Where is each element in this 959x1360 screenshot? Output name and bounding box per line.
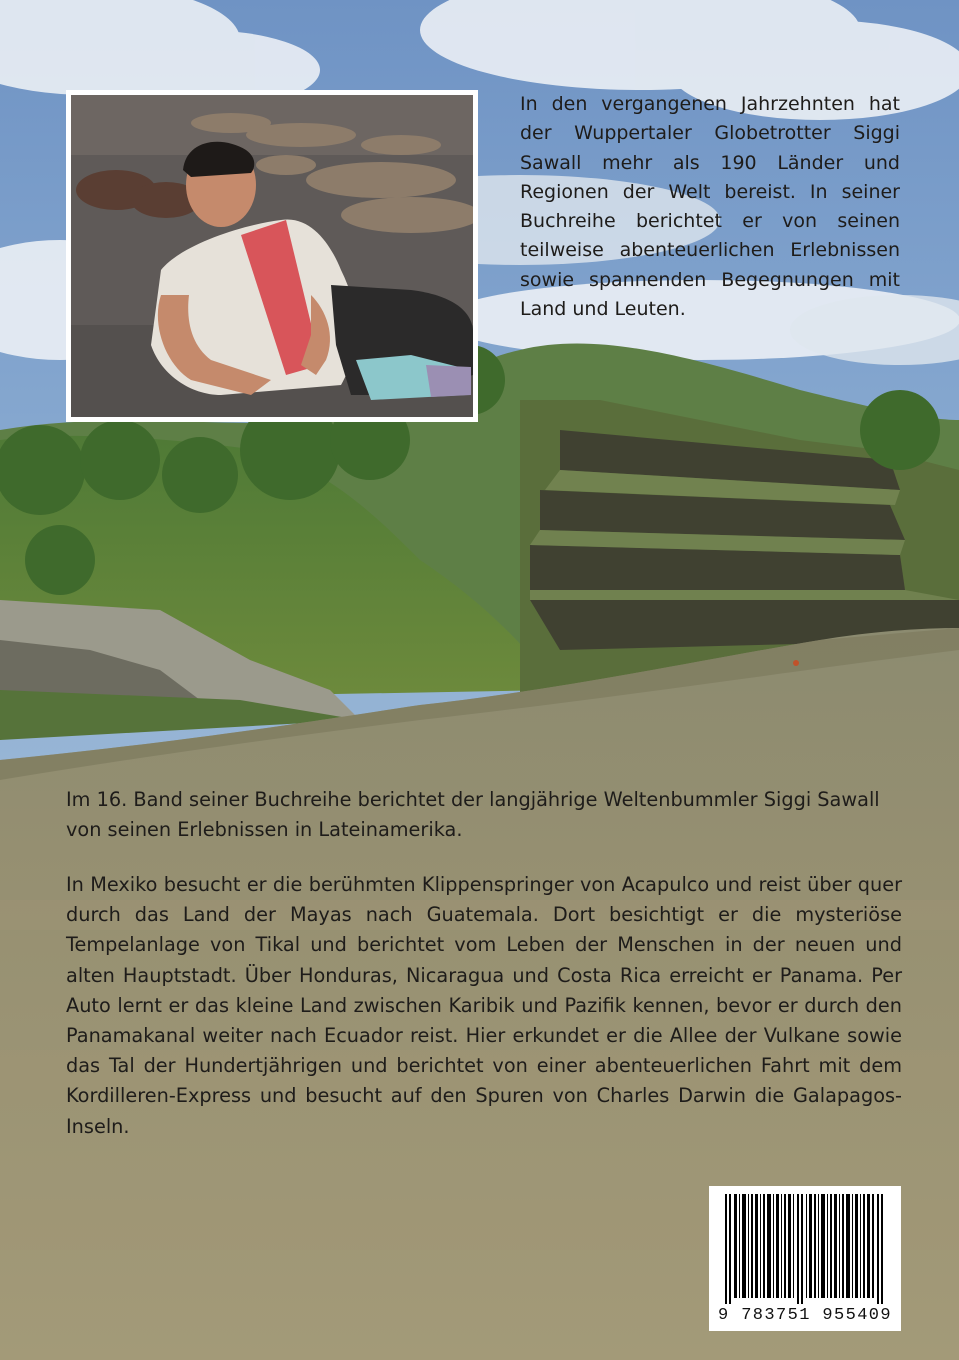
author-on-beach-illustration — [71, 95, 473, 417]
author-photo — [66, 90, 478, 422]
book-description-body: In Mexiko besucht er die berühmten Klippenspringer von Acapulco und reist über quer durch das Land der Mayas nach Guatemala. Dort besichtigt er die mysteriöse Tempelanlage von Tikal und berichtet vom Leben der Menschen in der neuen und alten Hauptstadt. Über Honduras, Nicaragua und Costa Rica erreicht er Panama. Per Auto lernt er das kleine Land zwischen Karibik und Pazifik kennen, bevor er durch den Panamakanal weiter nach Ecuador reist. Hier erkundet er die Allee der Vulkane sowie das Tal der Hundertjährigen und berichtet von einer abenteuerlichen Fahrt mit dem Kordilleren-Express und besucht auf den Spuren von Charles Darwin die Galapagos-Inseln. — [66, 873, 902, 1138]
isbn-number: 9 783751 955409 — [717, 1306, 893, 1325]
book-description-lead: Im 16. Band seiner Buchreihe berichtet der langjährige Weltenbummler Siggi Sawall von seinen Erlebnissen in Lateinamerika. — [66, 788, 880, 842]
author-intro-text: In den vergangenen Jahrzehnten hat der Wuppertaler Globetrotter Siggi Sawall mehr als 190 Länder und Regionen der Welt bereist. In seiner Buchreihe berichtet er von seinen teilweise abenteuerlichen Erlebnissen sowie spannenden Begegnungen mit Land und Leuten. — [520, 93, 900, 321]
barcode-bars — [709, 1186, 901, 1306]
isbn-barcode — [709, 1186, 901, 1331]
